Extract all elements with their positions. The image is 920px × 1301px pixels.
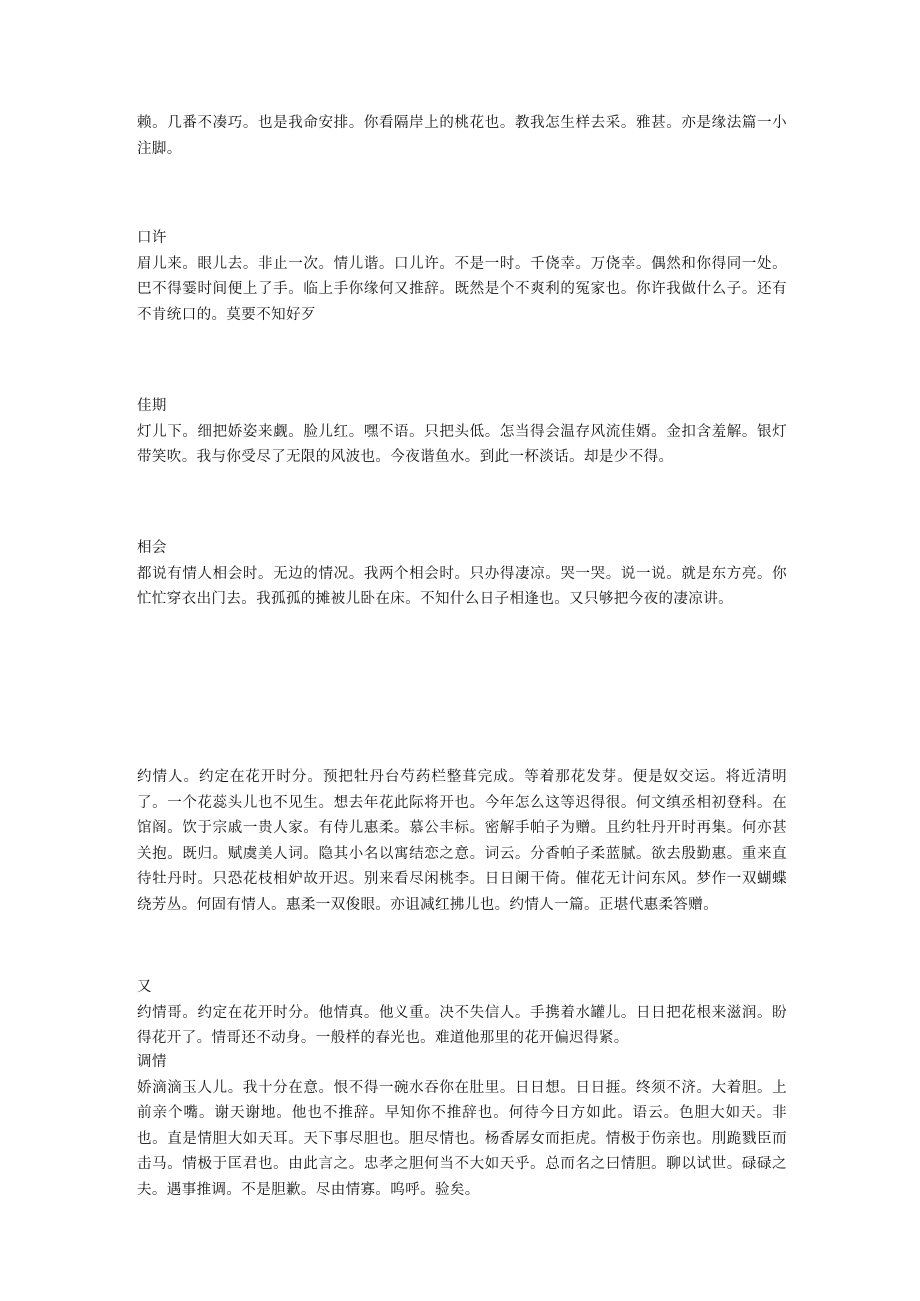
section-kouxu xyxy=(137,226,787,328)
section-body: 灯儿下。细把娇姿来觑。脸儿红。嘿不语。只把头低。怎当得会温存风流佳婿。金扣含羞解。银灯带笑吹。我与你受尽了无限的风波也。今夜谐鱼水。到此一杯淡话。却是少不得。 xyxy=(137,423,787,465)
section-body: 都说有情人相会时。无边的情况。我两个相会时。只办得凄凉。哭一哭。说一说。就是东方亮。你忙忙穿衣出门去。我孤孤的摊被儿卧在床。不知什么日子相逢也。又只够把今夜的凄凉讲。 xyxy=(137,565,787,607)
section-title: 相会 xyxy=(137,540,167,556)
section-body: 赖。几番不凑巧。也是我命安排。你看隔岸上的桃花也。教我怎生样去采。雅甚。亦是缘法篇一小注脚。 xyxy=(137,115,787,157)
section-title: 口许 xyxy=(137,230,167,246)
section-title: 佳期 xyxy=(137,398,167,414)
section-xianghui xyxy=(137,536,787,613)
section-title: 调情 xyxy=(137,1054,167,1070)
section-title: 又 xyxy=(137,979,152,995)
section-fragment xyxy=(137,111,787,162)
section-you xyxy=(137,975,787,1052)
section-tiaoqing xyxy=(137,1050,787,1203)
section-body: 娇滴滴玉人儿。我十分在意。恨不得一碗水吞你在肚里。日日想。日日捱。终须不济。大着胆。上前亲个嘴。谢天谢地。他也不推辞。早知你不推辞也。何待今日方如此。语云。色胆大如天。非也。直是情胆大如天耳。天下事尽胆也。胆尽情也。杨香孱女而拒虎。情极于伤亲也。刖跪戮臣而击马。情极于匡君也。由此言之。忠孝之胆何当不大如天乎。总而名之曰情胆。聊以试世。碌碌之夫。遇事推调。不是胆歉。尽由情寡。呜呼。验矣。 xyxy=(137,1079,787,1198)
section-jiaqi xyxy=(137,394,787,471)
section-body: 眉儿来。眼儿去。非止一次。情儿谐。口儿许。不是一时。千侥幸。万侥幸。偶然和你得同一处。巴不得霎时间便上了手。临上手你缘何又推辞。既然是个不爽利的冤家也。你许我做什么子。还有不肯统口的。莫要不知好歹 xyxy=(137,255,787,323)
section-body: 约情哥。约定在花开时分。他情真。他义重。决不失信人。手携着水罐儿。日日把花根来滋润。盼得花开了。情哥还不动身。一般样的春光也。难道他那里的花开偏迟得紧。 xyxy=(137,1004,787,1046)
section-yueqingren xyxy=(137,765,787,918)
section-body: 约情人。约定在花开时分。预把牡丹台芍药栏整葺完成。等着那花发芽。便是奴交运。将近清明了。一个花蕊头儿也不见生。想去年花此际将开也。今年怎么这等迟得很。何文缜丞相初登科。在馆阁。饮于宗戚一贵人家。有侍儿惠柔。慕公丰标。密解手帕子为赠。且约牡丹开时再集。何亦甚关抱。既归。赋虞美人词。隐其小名以寓结恋之意。词云。分香帕子柔蓝腻。欲去殷勤惠。重来直待牡丹时。只恐花枝相妒故开迟。别来看尽闲桃李。日日阑干倚。催花无计问东风。梦作一双蝴蝶绕芳丛。何固有情人。惠柔一双俊眼。亦诅减红拂儿也。约情人一篇。正堪代惠柔答赠。 xyxy=(137,769,787,913)
